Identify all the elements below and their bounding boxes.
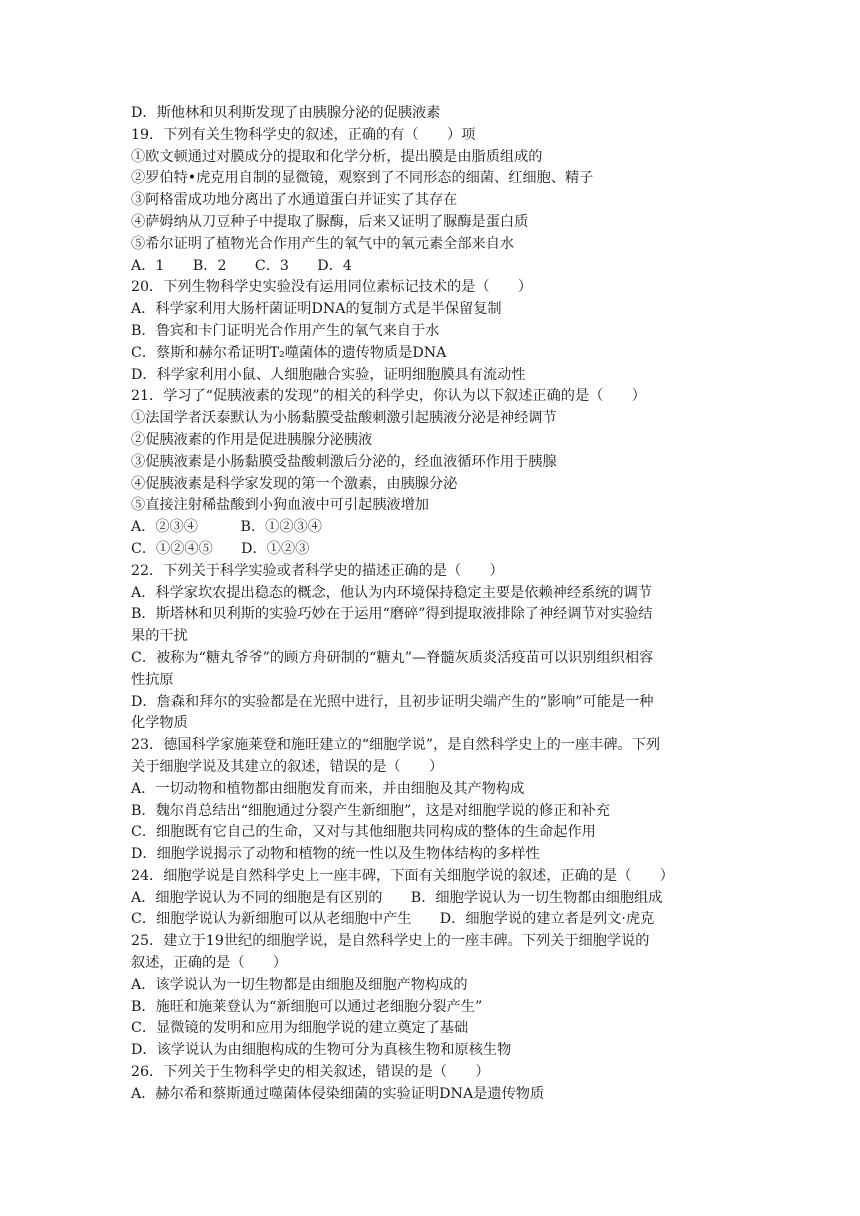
text-line: ⑤直接注射稀盐酸到小狗血液中可引起胰液增加 xyxy=(131,497,429,514)
text-line: C．蔡斯和赫尔希证明T₂噬菌体的遗传物质是DNA xyxy=(131,344,447,361)
text-line: C．被称为“糖丸爷爷”的顾方舟研制的“糖丸”—脊髓灰质炎活疫苗可以识别组织相容 xyxy=(131,649,654,666)
text-line: ③促胰液素是小肠黏膜受盐酸刺激后分泌的，经血液循环作用于胰腺 xyxy=(131,453,557,470)
text-line: B．斯塔林和贝利斯的实验巧妙在于运用“磨碎”得到提取液排除了神经调节对实验结 xyxy=(131,606,653,623)
question-26-stem: 26．下列关于生物科学史的相关叙述，错误的是（ ） xyxy=(131,1064,490,1081)
text-line: B．魏尔肖总结出“细胞通过分裂产生新细胞”，这是对细胞学说的修正和补充 xyxy=(131,802,610,819)
text-line: A．科学家利用大肠杆菌证明DNA的复制方式是半保留复制 xyxy=(131,301,502,318)
text-line: ①法国学者沃泰默认为小肠黏膜受盐酸刺激引起胰液分泌是神经调节 xyxy=(131,410,557,427)
text-line: D．科学家利用小鼠、人细胞融合实验，证明细胞膜具有流动性 xyxy=(131,366,526,383)
text-line: D．斯他林和贝利斯发现了由胰腺分泌的促胰液素 xyxy=(131,105,441,121)
question-23-stem: 23．德国科学家施莱登和施旺建立的“细胞学说”，是自然科学史上的一座丰碑。下列 xyxy=(131,737,661,754)
text-line: A．一切动物和植物都由细胞发育而来，并由细胞及其产物构成 xyxy=(131,780,525,797)
text-line: C．显微镜的发明和应用为细胞学说的建立奠定了基础 xyxy=(131,1020,469,1037)
document-page xyxy=(131,103,731,1106)
text-line: B．施旺和施莱登认为“新细胞可以通过老细胞分裂产生” xyxy=(131,998,483,1015)
answer-options: A．1 B．2 C．3 D．4 xyxy=(131,257,352,274)
text-line: ⑤希尔证明了植物光合作用产生的氧气中的氧元素全部来自水 xyxy=(131,235,515,252)
text-line: ④萨姆纳从刀豆种子中提取了脲酶，后来又证明了脲酶是蛋白质 xyxy=(131,213,529,230)
text-line: D．詹森和拜尔的实验都是在光照中进行，且初步证明尖端产生的“影响”可能是一种 xyxy=(131,693,654,710)
text-line: 果的干扰 xyxy=(131,628,188,645)
text-line: ④促胰液素是科学家发现的第一个激素，由胰腺分泌 xyxy=(131,475,458,492)
text-line: ②促胰液素的作用是促进胰腺分泌胰液 xyxy=(131,431,373,448)
text-line: 性抗原 xyxy=(131,671,174,688)
question-19-stem: 19．下列有关生物科学史的叙述，正确的有（ ）项 xyxy=(131,126,476,143)
answer-options: A．②③④ B．①②③④ xyxy=(131,519,322,536)
text-line: D．该学说认为由细胞构成的生物可分为真核生物和原核生物 xyxy=(131,1042,512,1059)
answer-options: C．细胞学说认为新细胞可以从老细胞中产生 D．细胞学说的建立者是列文·虎克 xyxy=(131,911,655,928)
text-line: ①欧文顿通过对膜成分的提取和化学分析，提出膜是由脂质组成的 xyxy=(131,148,543,165)
text-line: A．赫尔希和蔡斯通过噬菌体侵染细菌的实验证明DNA是遗传物质 xyxy=(131,1085,545,1102)
question-20-stem: 20．下列生物科学史实验没有运用同位素标记技术的是（ ） xyxy=(131,279,533,296)
question-22-stem: 22．下列关于科学实验或者科学史的描述正确的是（ ） xyxy=(131,562,504,579)
text-line: ③阿格雷成功地分离出了水通道蛋白并证实了其存在 xyxy=(131,192,458,209)
text-line: B．鲁宾和卡门证明光合作用产生的氧气来自于水 xyxy=(131,322,440,339)
text-line: A．该学说认为一切生物都是由细胞及细胞产物构成的 xyxy=(131,976,468,993)
text-line: ②罗伯特•虎克用自制的显微镜，观察到了不同形态的细菌、红细胞、精子 xyxy=(131,170,594,187)
question-24-stem: 24．细胞学说是自然科学史上一座丰碑，下面有关细胞学说的叙述，正确的是（ ） xyxy=(131,867,674,884)
answer-options: C．①②④⑤ D．①②③ xyxy=(131,540,310,557)
answer-options: A．细胞学说认为不同的细胞是有区别的 B．细胞学说认为一切生物都由细胞组成 xyxy=(131,889,663,906)
text-line: A．科学家坎农提出稳态的概念，他认为内环境保持稳定主要是依赖神经系统的调节 xyxy=(131,584,652,601)
question-21-stem: 21．学习了“促胰液素的发现”的相关的科学史，你认为以下叙述正确的是（ ） xyxy=(131,388,646,405)
question-25-stem: 25．建立于19世纪的细胞学说，是自然科学史上的一座丰碑。下列关于细胞学说的 xyxy=(131,933,650,950)
text-line: 化学物质 xyxy=(131,715,188,732)
text-line: 叙述，正确的是（ ） xyxy=(131,955,288,972)
text-line: C．细胞既有它自己的生命，又对与其他细胞共同构成的整体的生命起作用 xyxy=(131,824,596,841)
text-line: 关于细胞学说及其建立的叙述，错误的是（ ） xyxy=(131,758,444,775)
text-line: D．细胞学说揭示了动物和植物的统一性以及生物体结构的多样性 xyxy=(131,846,540,863)
